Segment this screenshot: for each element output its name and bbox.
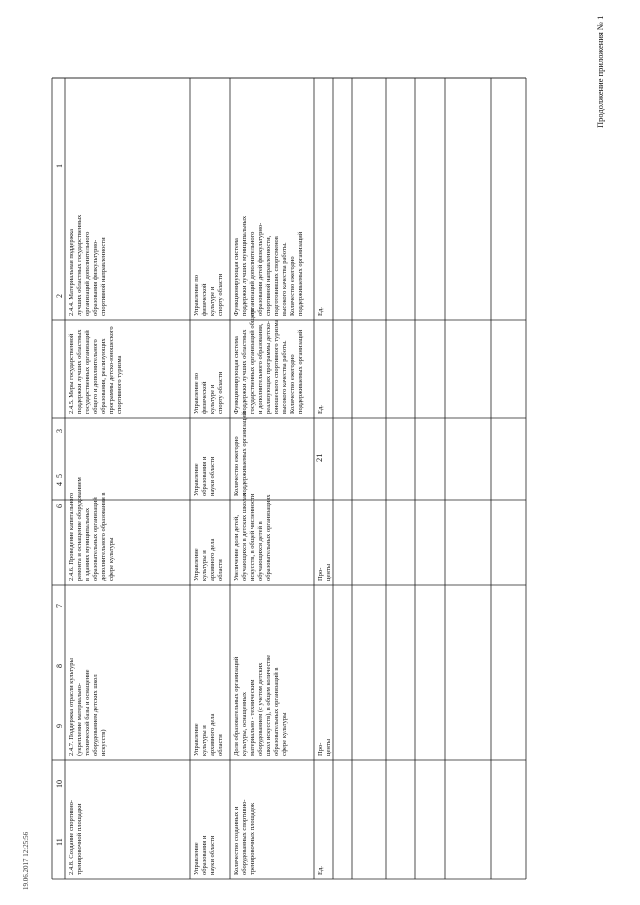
measure-text-line: оборудованием детских школ bbox=[92, 674, 99, 756]
indicator-text-line: Количество созданных и bbox=[233, 806, 240, 875]
print-timestamp: 19.06.2017 12:25:56 bbox=[22, 831, 30, 890]
column-header-number: 4 bbox=[55, 482, 64, 486]
unit-text-line: центы bbox=[325, 738, 332, 756]
indicator-text-line: культуры, оснащенных bbox=[241, 692, 248, 756]
executor-text-line: науки области bbox=[209, 456, 216, 496]
indicator-text-line: организаций дополнительного bbox=[249, 231, 256, 316]
measure-text-line: сфере культуры bbox=[108, 537, 115, 581]
measure-text-line: дополнительного образования в bbox=[100, 492, 107, 581]
column-header-number: 11 bbox=[55, 838, 64, 846]
executor-text-line: спорту области bbox=[217, 371, 224, 414]
measure-text-line: образовательных организаций bbox=[92, 497, 99, 581]
indicator-text-line: материально - техническим bbox=[249, 679, 256, 756]
indicator-text-line: оборудованием (с учетом детских bbox=[257, 662, 264, 756]
measure-text-line: в зданиях муниципальных bbox=[84, 507, 91, 581]
indicator-text-line: поддерживаемых организаций bbox=[241, 411, 248, 496]
measure-text-line: поддержки лучших областных bbox=[76, 329, 83, 414]
executor-text-line: архивного дела bbox=[209, 538, 216, 581]
indicator-text-line: поддерживаемых организаций bbox=[297, 231, 304, 316]
unit-text-line: Ед. bbox=[317, 866, 324, 875]
measure-text-line: тренировочной площадки bbox=[76, 803, 83, 875]
executor-text-line: Управление bbox=[193, 723, 200, 756]
measure-text-line: спортивного туризма bbox=[116, 355, 123, 414]
indicator-text-line: реализующих программы детско- bbox=[265, 320, 272, 414]
indicator-text-line: спортивной направленности, bbox=[265, 235, 272, 316]
page-number: 21 bbox=[314, 453, 324, 462]
executor-text-line: области bbox=[217, 734, 224, 756]
executor-text-line: физической bbox=[201, 283, 208, 316]
executor-text-line: образования и bbox=[201, 456, 208, 496]
indicator-text-line: и дополнительного образования, bbox=[257, 323, 264, 414]
measure-text-line: 2.4.7. Поддержка отрасли культуры bbox=[68, 658, 75, 756]
executor-text-line: спорту области bbox=[217, 273, 224, 316]
column-header-number: 1 bbox=[55, 164, 64, 168]
measure-text-line: спортивной направленности bbox=[100, 237, 107, 316]
indicator-text-line: Количество ежегодно bbox=[289, 256, 296, 316]
measure-text-line: государственных организаций bbox=[84, 330, 91, 414]
executor-text-line: Управление bbox=[193, 842, 200, 875]
measure-text-line: организаций дополнительного bbox=[84, 231, 91, 316]
column-header-number: 6 bbox=[55, 504, 64, 508]
unit-text-line: центы bbox=[325, 563, 332, 581]
indicator-text-line: государственных организаций общего bbox=[249, 308, 256, 414]
measure-text-line: 2.4.6. Проведение капитального bbox=[68, 492, 75, 581]
column-header-number: 8 bbox=[55, 664, 64, 668]
indicator-text-line: Доля образовательных организаций bbox=[233, 656, 240, 756]
indicator-text-line: тренировочных площадок bbox=[249, 802, 256, 875]
indicator-text-line: образования детей физкультурно- bbox=[257, 222, 264, 316]
indicator-text-line: сфере культуры bbox=[281, 712, 288, 756]
measure-text-line: 2.4.8. Создание спортивно- bbox=[68, 799, 75, 875]
indicator-text-line: оборудованных спортивно- bbox=[241, 799, 248, 875]
measure-text-line: искусств) bbox=[100, 729, 107, 756]
executor-text-line: культуры и bbox=[201, 550, 208, 581]
indicator-text-line: обучающихся в детских школах bbox=[241, 492, 248, 581]
measure-text-line: ремонта и оснащение оборудованием bbox=[76, 477, 83, 581]
indicator-text-line: Количество ежегодно bbox=[233, 436, 240, 496]
executor-text-line: области bbox=[217, 559, 224, 581]
continuation-note: Продолжение приложения № 1 bbox=[595, 15, 605, 128]
column-header-number: 7 bbox=[55, 604, 64, 608]
indicator-text-line: Количество ежегодно bbox=[289, 354, 296, 414]
indicator-text-line: юношеского спортивного туризма bbox=[273, 319, 280, 414]
indicator-text-line: подготовивших спортсменов bbox=[273, 236, 280, 316]
executor-text-line: образования и bbox=[201, 835, 208, 875]
measure-text-line: образования физкультурно- bbox=[92, 239, 99, 316]
measure-text-line: лучших областных государственных bbox=[76, 214, 83, 316]
column-header-number: 3 bbox=[55, 429, 64, 433]
indicator-text-line: искусств, в общей численности bbox=[249, 493, 256, 581]
unit-text-line: Ед. bbox=[317, 405, 324, 414]
indicator-text-line: поддержки лучших областных bbox=[241, 329, 248, 414]
column-header-number: 2 bbox=[55, 294, 64, 298]
indicator-text-line: Функционирующая система bbox=[233, 238, 240, 316]
executor-text-line: физической bbox=[201, 381, 208, 414]
executor-text-line: культуре и bbox=[209, 286, 216, 316]
measure-text-line: 2.4.5. Меры государственной bbox=[68, 333, 75, 414]
executor-text-line: Управление по bbox=[193, 275, 200, 316]
indicator-text-line: школ искусств), в общем количестве bbox=[265, 654, 272, 756]
indicator-text-line: обучающихся детей в bbox=[257, 521, 264, 581]
executor-text-line: культуре и bbox=[209, 384, 216, 414]
indicator-text-line: образовательных организациях bbox=[265, 494, 272, 581]
indicator-text-line: Функционирующая система bbox=[233, 336, 240, 414]
indicator-text-line: высокого качества работы. bbox=[281, 340, 288, 414]
measure-text-line: программы детско-юношеского bbox=[108, 326, 115, 414]
executor-text-line: Управление по bbox=[193, 373, 200, 414]
unit-text-line: Ед. bbox=[317, 307, 324, 316]
measure-text-line: образования, реализующих bbox=[100, 338, 107, 414]
measure-text-line: (укрепление материально- bbox=[76, 682, 83, 756]
unit-text-line: Про- bbox=[317, 742, 324, 756]
executor-text-line: Управление bbox=[193, 548, 200, 581]
executor-text-line: Управление bbox=[193, 463, 200, 496]
indicator-text-line: поддержки лучших муниципальных bbox=[241, 215, 248, 316]
measure-text-line: 2.4.4. Материальная поддержка bbox=[68, 228, 75, 316]
indicator-text-line: Увеличение доли детей, bbox=[233, 515, 240, 581]
indicator-text-line: высокого качества работы. bbox=[281, 242, 288, 316]
measure-text-line: общего и дополнительного bbox=[92, 339, 99, 414]
column-header-number: 5 bbox=[55, 474, 64, 478]
executor-text-line: науки области bbox=[209, 835, 216, 875]
column-header-number: 9 bbox=[55, 724, 64, 728]
unit-text-line: Про- bbox=[317, 567, 324, 581]
measure-text-line: технической базы и оснащение bbox=[84, 669, 91, 756]
executor-text-line: культуры и bbox=[201, 725, 208, 756]
indicator-text-line: поддерживаемых организаций bbox=[297, 329, 304, 414]
executor-text-line: архивного дела bbox=[209, 713, 216, 756]
indicator-text-line: образовательных организаций в bbox=[273, 667, 280, 756]
column-header-number: 10 bbox=[55, 780, 64, 788]
